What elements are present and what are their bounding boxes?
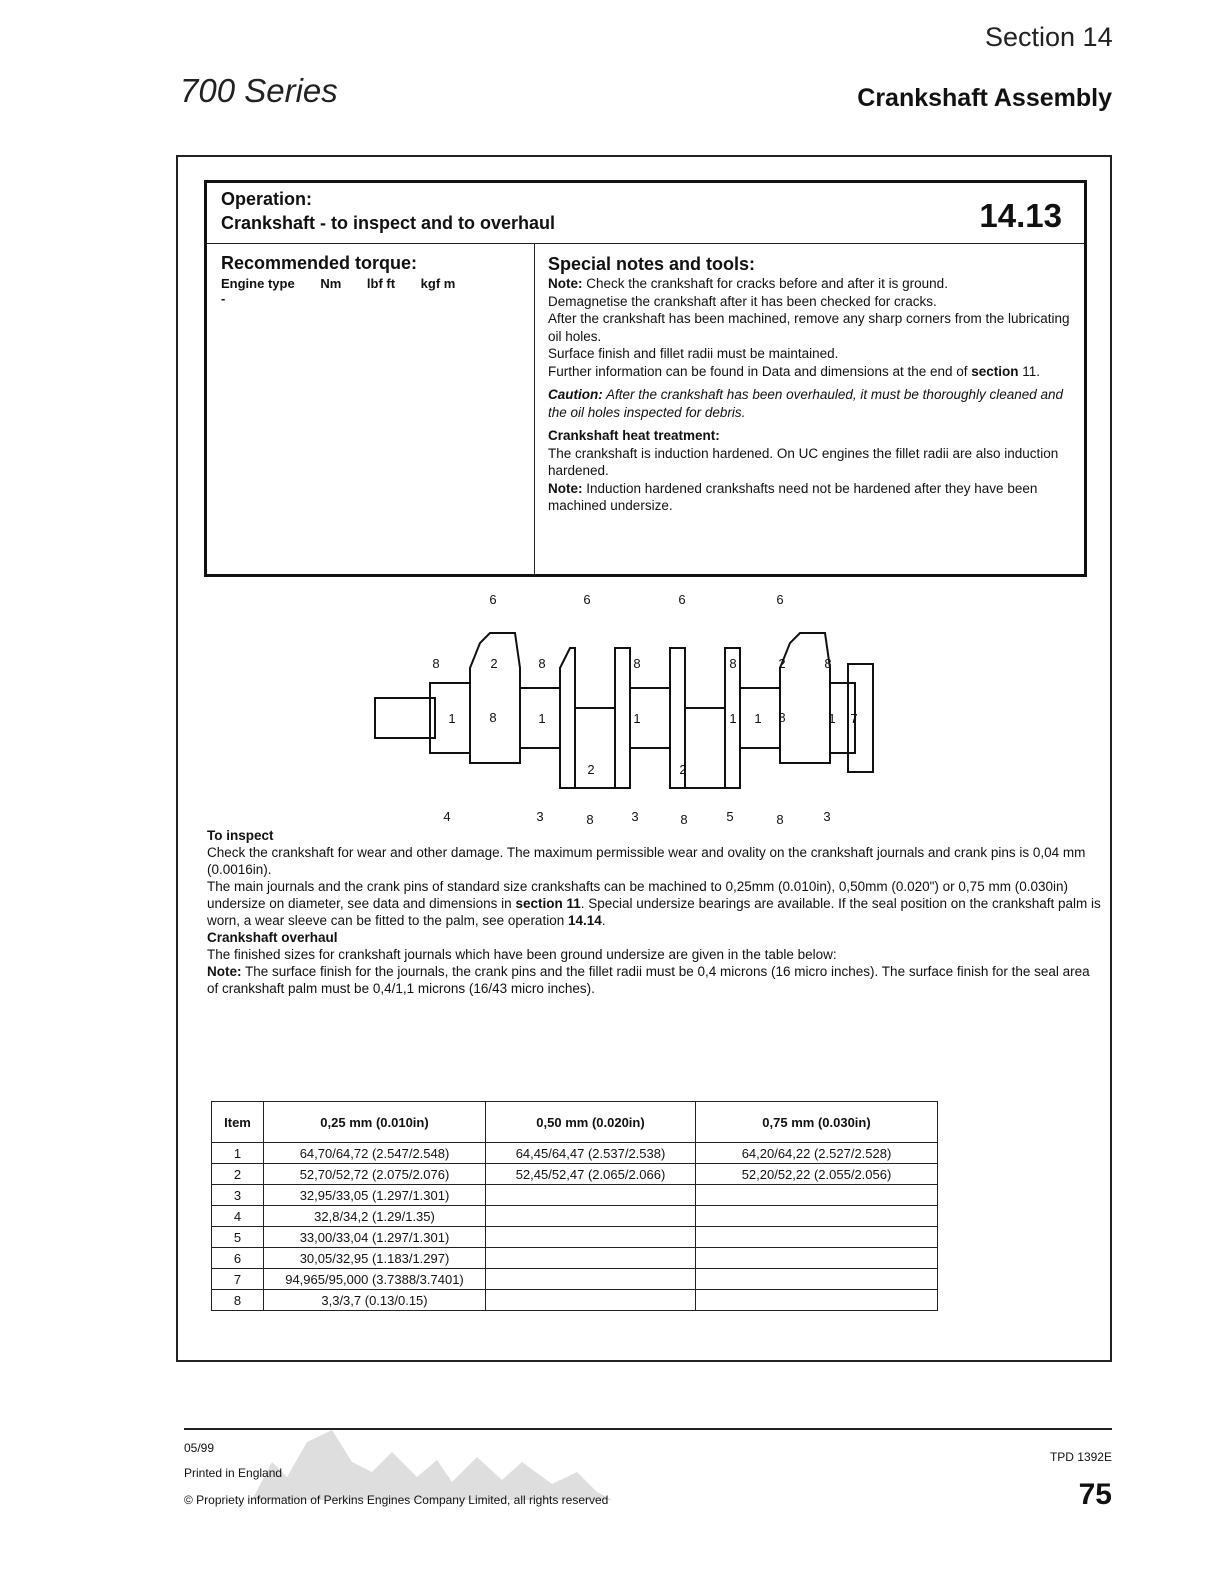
table-cell [696, 1269, 938, 1290]
torque-value: - [221, 291, 226, 306]
journal-dim-1-a: 1 [448, 711, 456, 726]
table-cell: 32,95/33,05 (1.297/1.301) [264, 1185, 486, 1206]
crankshaft-diagram [370, 588, 880, 838]
table-cell: 3,3/3,7 (0.13/0.15) [264, 1290, 486, 1311]
table-cell: 94,965/95,000 (3.7388/3.7401) [264, 1269, 486, 1290]
table-cell: 2 [212, 1164, 264, 1185]
journal-dim-1-d: 1 [729, 711, 737, 726]
fillet-8-c: 8 [633, 656, 641, 671]
operation-label: Operation: [221, 189, 313, 209]
series-title: 700 Series [180, 72, 338, 109]
footer-date: 05/99 [184, 1441, 215, 1455]
width-dim-3-b: 3 [631, 809, 639, 824]
further-info-section: section [971, 363, 1019, 379]
inspect-p2-text-b: . Special undersize bearings are available. If the seal position on the crankshaft palm is worn, a wear sleeve can be fitted to the palm, see operation [207, 896, 1101, 928]
table-row [212, 1248, 938, 1269]
fillet-8-h: 8 [586, 812, 594, 827]
table-cell [486, 1185, 696, 1206]
table-cell [696, 1227, 938, 1248]
operation-header [207, 183, 1084, 244]
table-row [212, 1227, 938, 1248]
journal-dim-1-e: 1 [754, 711, 762, 726]
fillet-8-g: 8 [778, 710, 786, 725]
section-label: Section 14 [985, 22, 1113, 52]
pin-dim-2-d: 2 [778, 656, 786, 671]
note-text: The surface finish for the journals, the crank pins and the fillet radii must be 0,4 microns (16 micro inches). The surface finish for the seal area of crankshaft palm must be 0,4/1,1 microns (16/43 micro inches). [207, 964, 1090, 996]
special-notes-column [548, 253, 1073, 515]
table-cell [696, 1185, 938, 1206]
operation-title: Crankshaft - to inspect and to overhaul [221, 213, 556, 233]
table-cell: 8 [212, 1290, 264, 1311]
table-cell: 4 [212, 1206, 264, 1227]
footer-copyright: © Propriety information of Perkins Engines Company Limited, all rights reserved [184, 1493, 609, 1507]
mountain-logo [252, 1422, 612, 1502]
further-info-number: 11. [1018, 363, 1041, 379]
web-6 [780, 633, 830, 763]
table-cell: 32,8/34,2 (1.29/1.35) [264, 1206, 486, 1227]
fillet-8-j: 8 [776, 812, 784, 827]
fillet-8-f: 8 [489, 710, 497, 725]
note-label: Note: [207, 964, 242, 979]
width-dim-5: 5 [726, 809, 734, 824]
journal-dim-1-c: 1 [633, 711, 641, 726]
fillet-8-b: 8 [538, 656, 546, 671]
table-cell: 6 [212, 1248, 264, 1269]
torque-header-lbf-ft: lbf ft [366, 276, 396, 291]
inspect-p2-operation: 14.14 [567, 913, 602, 928]
table-row [212, 1206, 938, 1227]
table-cell [696, 1206, 938, 1227]
torque-header-nm: Nm [320, 276, 342, 291]
fillet-8-a: 8 [432, 656, 440, 671]
table-cell: 64,20/64,22 (2.527/2.528) [696, 1143, 938, 1164]
chapter-title: Crankshaft Assembly [857, 84, 1112, 112]
undersize-table [211, 1101, 938, 1311]
note-label: Note: [548, 276, 583, 291]
table-cell [486, 1206, 696, 1227]
header-item: Item [212, 1102, 264, 1143]
table-row [212, 1269, 938, 1290]
dim-6-a: 6 [489, 592, 497, 607]
operation-number: 14.13 [979, 197, 1062, 234]
width-dim-3-a: 3 [536, 809, 544, 824]
torque-column [221, 253, 521, 306]
table-cell: 1 [212, 1143, 264, 1164]
caution-label: Caution: [548, 387, 603, 402]
table-cell: 64,70/64,72 (2.547/2.548) [264, 1143, 486, 1164]
note-undersize [548, 480, 1073, 515]
torque-header-kgf-m: kgf m [420, 276, 456, 291]
journal-dim-1-b: 1 [538, 711, 546, 726]
pin-dim-2-b: 2 [587, 762, 595, 777]
overhaul-heading: Crankshaft overhaul [207, 930, 338, 945]
caution-text: After the crankshaft has been overhauled, it must be thoroughly cleaned and the oil holes inspected for debris. [548, 387, 1064, 420]
inspect-p2-end: . [601, 913, 606, 928]
overhaul-paragraph: The finished sizes for crankshaft journals which have been ground undersize are given in the table below: [207, 947, 837, 962]
width-dim-4: 4 [443, 809, 451, 824]
note-text: Induction hardened crankshafts need not be hardened after they have been machined undersize. [548, 480, 1038, 513]
footer-document-code: TPD 1392E [1049, 1450, 1112, 1464]
header-050: 0,50 mm (0.020in) [486, 1102, 696, 1143]
page-number: 75 [1078, 1478, 1112, 1511]
note-further-info [548, 363, 1073, 381]
table-cell: 64,45/64,47 (2.537/2.538) [486, 1143, 696, 1164]
table-row [212, 1290, 938, 1311]
inspect-section [207, 827, 1102, 997]
dim-6-b: 6 [583, 592, 591, 607]
inspect-paragraph-2 [207, 878, 1102, 929]
dim-6-c: 6 [678, 592, 686, 607]
journal-dim-1-f: 1 [828, 711, 836, 726]
pin-dim-2-a: 2 [490, 656, 498, 671]
table-cell: 52,45/52,47 (2.065/2.066) [486, 1164, 696, 1185]
crank-pin-1 [575, 708, 615, 788]
flange-dim-7: 7 [850, 711, 858, 726]
note-demagnetise: Demagnetise the crankshaft after it has been checked for cracks. [548, 293, 937, 309]
fillet-8-i: 8 [680, 812, 688, 827]
header-025: 0,25 mm (0.010in) [264, 1102, 486, 1143]
web-3 [615, 648, 630, 788]
table-cell: 52,20/52,22 (2.055/2.056) [696, 1164, 938, 1185]
note-label: Note: [548, 480, 583, 496]
table-cell: 30,05/32,95 (1.183/1.297) [264, 1248, 486, 1269]
heat-treatment-text: The crankshaft is induction hardened. On UC engines the fillet radii are also induction hardened. [548, 445, 1059, 478]
notes-heading: Special notes and tools: [548, 254, 756, 274]
torque-header-engine-type: Engine type [221, 276, 295, 291]
column-divider [534, 243, 535, 574]
table-header-row [212, 1102, 938, 1143]
width-dim-3-c: 3 [823, 809, 831, 824]
table-row [212, 1164, 938, 1185]
pin-dim-2-c: 2 [679, 762, 687, 777]
table-cell [486, 1269, 696, 1290]
fillet-8-e: 8 [824, 656, 832, 671]
table-cell: 5 [212, 1227, 264, 1248]
table-cell [486, 1227, 696, 1248]
table-cell: 52,70/52,72 (2.075/2.076) [264, 1164, 486, 1185]
table-cell [696, 1248, 938, 1269]
caution-note [548, 386, 1073, 421]
torque-column-headers [221, 276, 521, 291]
inspect-paragraph-1: Check the crankshaft for wear and other damage. The maximum permissible wear and ovality on the crankshaft journals and crank pins is 0,04 mm (0.0016in). [207, 845, 1086, 877]
table-cell: 7 [212, 1269, 264, 1290]
table-cell [486, 1290, 696, 1311]
footer-printed: Printed in England [184, 1466, 283, 1480]
heat-treatment-heading: Crankshaft heat treatment: [548, 428, 720, 443]
note-cracks [548, 275, 1073, 293]
note-sharp-corners: After the crankshaft has been machined, remove any sharp corners from the lubricating oil holes. [548, 311, 1070, 344]
note-text: Check the crankshaft for cracks before and after it is ground. [586, 276, 948, 291]
table-row [212, 1185, 938, 1206]
table-cell: 3 [212, 1185, 264, 1206]
header-075: 0,75 mm (0.030in) [696, 1102, 938, 1143]
fillet-8-d: 8 [729, 656, 737, 671]
inspect-heading: To inspect [207, 828, 274, 843]
web-1 [470, 633, 520, 763]
surface-finish-note [207, 963, 1102, 997]
table-cell [486, 1248, 696, 1269]
web-2 [560, 648, 575, 788]
note-surface-finish: Surface finish and fillet radii must be maintained. [548, 346, 839, 361]
inspect-p2-text-a: The main journals and the crank pins of standard size crankshafts can be machined to 0,25mm (0.010in), 0,50mm (0.020") or 0,75 mm (0.030in) undersize on diameter, see data and dimensions in [207, 879, 1068, 911]
table-row [212, 1143, 938, 1164]
crank-pin-2 [685, 708, 725, 788]
operation-box [204, 180, 1087, 577]
table-cell: 33,00/33,04 (1.297/1.301) [264, 1227, 486, 1248]
torque-heading: Recommended torque: [221, 253, 418, 273]
dim-6-d: 6 [776, 592, 784, 607]
table-cell [696, 1290, 938, 1311]
inspect-p2-section: section 11 [515, 896, 581, 911]
shaft-nose [375, 698, 435, 738]
further-info-text: Further information can be found in Data and dimensions at the end of [548, 363, 968, 379]
